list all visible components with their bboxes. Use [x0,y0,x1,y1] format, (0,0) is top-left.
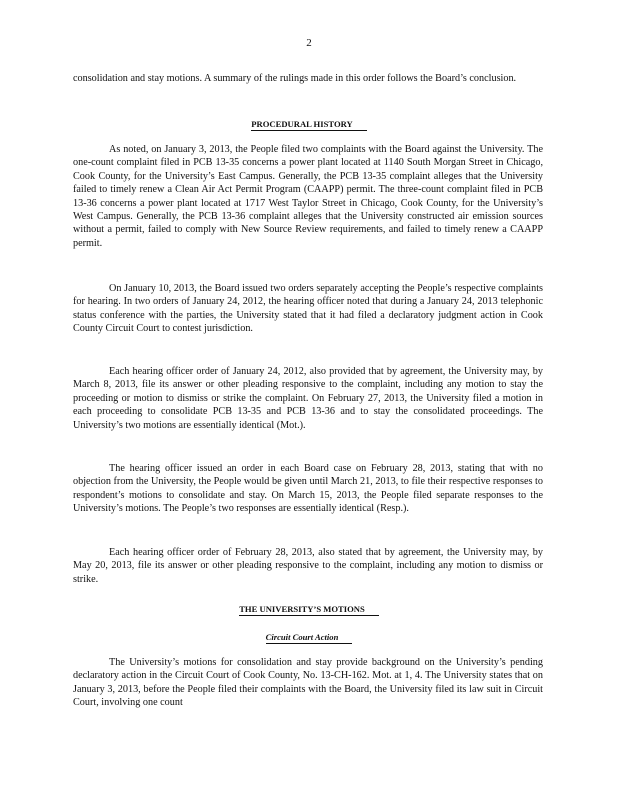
subheading-circuit-court-action-text: Circuit Court Action [266,632,353,644]
heading-procedural-history [0,118,618,131]
paragraph-orders: On January 10, 2013, the Board issued two orders separately accepting the People’s respective complaints for hearing. In two orders of January 24, 2012, the hearing officer noted that during a January 24, 2013 telephonic status conference with the parties, the University stated that it had filed a declaratory judgment action in Cook County Circuit Court to contest jurisdiction. [73,283,543,335]
subheading-circuit-court-action [0,631,618,644]
intro-paragraph: consolidation and stay motions. A summary of the rulings made in this order follows the Board’s conclusion. [73,73,517,84]
paragraph-responses: The hearing officer issued an order in each Board case on February 28, 2013, stating that with no objection from the University, the People would be given until March 21, 2013, to file their respective responses to respondent’s motions to consolidate and stay. On March 15, 2013, the People filed separate responses to the University’s motions. The People’s two responses are essentially identical (Resp.). [73,463,543,515]
paragraph-motions-filed: Each hearing officer order of January 24, 2012, also provided that by agreement, the University may, by March 8, 2013, file its answer or other pleading responsive to the complaint, including any motion to stay the proceeding or motion to dismiss or strike the complaint. On February 27, 2013, the University filed a motion in each proceeding to consolidate PCB 13-35 and PCB 13-36 and to stay the consolidated proceedings. The University’s two motions are essentially identical (Mot.). [73,366,543,431]
page-number: 2 [306,37,312,49]
paragraph-complaints: As noted, on January 3, 2013, the People filed two complaints with the Board against the University. The one-count complaint filed in PCB 13-35 concerns a power plant located at 1140 South Morgan Street in Chicago, Cook County, for the University’s East Campus. Generally, the PCB 13-35 complaint alleges that the University failed to timely renew a Clean Air Act Permit Program (CAAPP) permit. The three-count complaint filed in PCB 13-36 concerns a power plant located at 1717 West Taylor Street in Chicago, Cook County, for the University’s West Campus. Generally, the PCB 13-36 complaint alleges that the University constructed air emission sources without a permit, failed to comply with New Source Review requirements, and failed to timely renew a CAAPP permit. [73,144,543,249]
paragraph-circuit-court: The University’s motions for consolidation and stay provide background on the University’s pending declaratory action in the Circuit Court of Cook County, No. 13-CH-162. Mot. at 1, 4. The University states that on January 3, 2013, before the People filed their complaints with the Board, the University filed its law suit in Circuit Court, involving one count [73,657,543,709]
paragraph-answer-deadline: Each hearing officer order of February 28, 2013, also stated that by agreement, the University may, by May 20, 2013, file its answer or other pleading responsive to the complaint, including any motion to dismiss or strike. [73,547,543,585]
heading-university-motions [0,603,618,616]
heading-procedural-history-text: PROCEDURAL HISTORY [251,119,367,131]
heading-university-motions-text: THE UNIVERSITY’S MOTIONS [239,604,379,616]
